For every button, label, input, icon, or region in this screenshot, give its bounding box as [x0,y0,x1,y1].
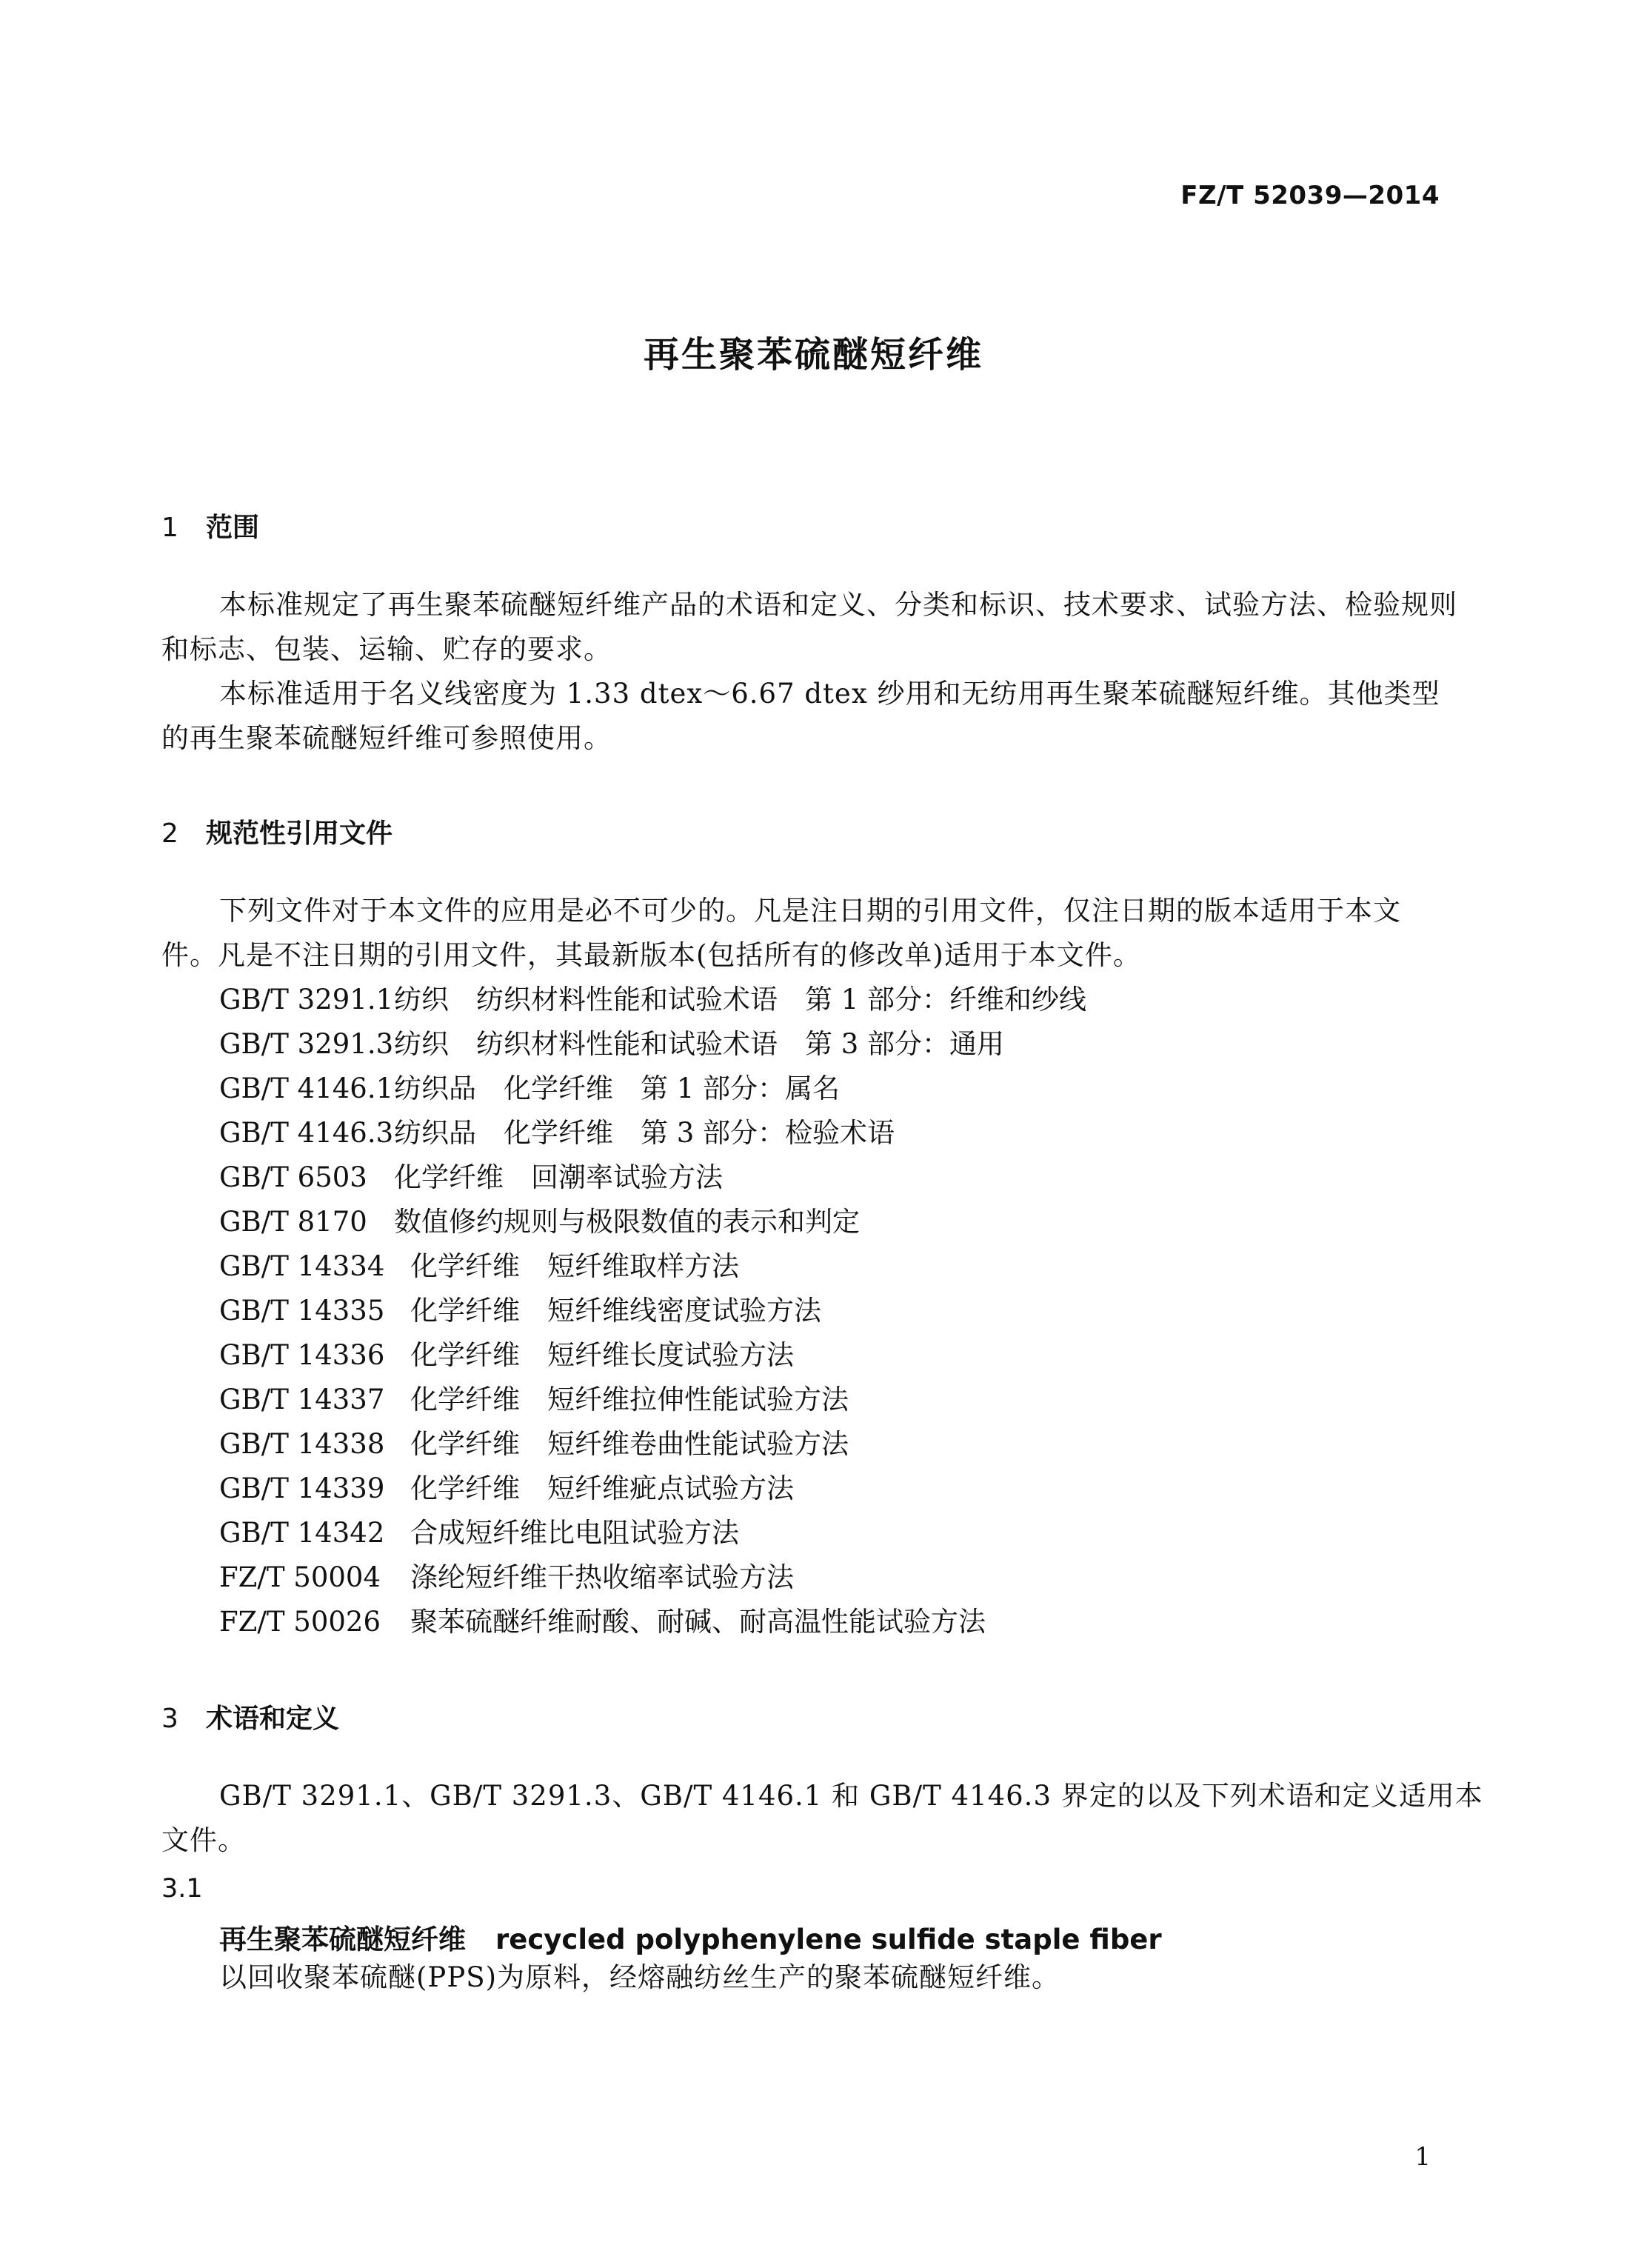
reference-title: 化学纤维 短纤维疵点试验方法 [410,1472,794,1504]
paragraph-line: 本标准适用于名义线密度为 1.33 dtex～6.67 dtex 纱用和无纺用再生聚苯硫醚短纤维。其他类型 [219,678,1440,710]
section-title: 规范性引用文件 [206,818,393,849]
term-number: 3.1 [161,1874,203,1904]
reference-item [219,1111,895,1155]
reference-item [219,1155,723,1200]
reference-code: GB/T 4146.1 [219,1073,394,1104]
reference-code: GB/T 14342 [219,1517,385,1549]
reference-item [219,1600,986,1644]
reference-title: 化学纤维 短纤维拉伸性能试验方法 [410,1384,849,1415]
document-number: FZ/T 52039—2014 [1180,181,1440,210]
paragraph-line: 文件。 [161,1824,246,1856]
reference-item [219,1555,794,1600]
reference-item [219,1467,794,1511]
paragraph-line: 件。凡是不注日期的引用文件，其最新版本(包括所有的修改单)适用于本文件。 [161,939,1141,971]
reference-item [219,1022,1004,1067]
reference-item [219,1511,739,1555]
reference-title: 纺织品 化学纤维 第 3 部分：检验术语 [394,1117,895,1149]
reference-code: GB/T 14336 [219,1339,385,1371]
reference-code: GB/T 14337 [219,1384,385,1415]
reference-code: GB/T 14338 [219,1428,385,1460]
reference-code: GB/T 3291.1 [219,984,394,1015]
reference-code: GB/T 4146.3 [219,1117,394,1149]
reference-title: 纺织品 化学纤维 第 1 部分：属名 [394,1073,841,1104]
reference-item [219,1067,840,1111]
term-name-zh: 再生聚苯硫醚短纤维 [219,1924,466,1955]
section-number: 1 [161,513,178,543]
reference-item [219,1422,849,1467]
reference-code: GB/T 8170 [219,1206,367,1238]
section-heading-normative-references [161,813,392,850]
reference-title: 化学纤维 短纤维线密度试验方法 [410,1295,821,1327]
reference-title: 合成短纤维比电阻试验方法 [410,1517,739,1549]
reference-item [219,1244,739,1289]
paragraph-line: 的再生聚苯硫醚短纤维可参照使用。 [161,722,612,754]
section-title: 术语和定义 [206,1704,340,1734]
reference-code: GB/T 14334 [219,1250,385,1282]
reference-title: 化学纤维 短纤维长度试验方法 [410,1339,794,1371]
section-number: 2 [161,818,178,849]
reference-code: GB/T 14335 [219,1295,385,1327]
section-number: 3 [161,1704,178,1734]
reference-item [219,1289,821,1333]
paragraph-line: 下列文件对于本文件的应用是必不可少的。凡是注日期的引用文件，仅注日期的版本适用于本文 [219,895,1401,927]
reference-item [219,1378,849,1422]
page-title: 再生聚苯硫醚短纤维 [643,334,983,376]
reference-item [219,978,1086,1022]
reference-title: 化学纤维 短纤维卷曲性能试验方法 [410,1428,849,1460]
reference-code: GB/T 3291.3 [219,1028,394,1060]
reference-title: 化学纤维 回潮率试验方法 [394,1161,723,1193]
term-name [219,1917,1162,1957]
paragraph-line: 和标志、包装、运输、贮存的要求。 [161,633,612,665]
reference-code: GB/T 14339 [219,1472,385,1504]
reference-title: 聚苯硫醚纤维耐酸、耐碱、耐高温性能试验方法 [410,1606,986,1638]
reference-title: 涤纶短纤维干热收缩率试验方法 [410,1561,794,1593]
reference-title: 化学纤维 短纤维取样方法 [410,1250,739,1282]
page-number: 1 [1414,2142,1431,2172]
term-definition: 以回收聚苯硫醚(PPS)为原料，经熔融纺丝生产的聚苯硫醚短纤维。 [219,1961,1060,1993]
reference-item [219,1333,794,1378]
reference-title: 纺织 纺织材料性能和试验术语 第 3 部分：通用 [394,1028,1005,1060]
term-name-en: recycled polyphenylene sulfide staple fiber [495,1924,1162,1955]
reference-title: 纺织 纺织材料性能和试验术语 第 1 部分：纤维和纱线 [394,984,1087,1015]
reference-code: FZ/T 50004 [219,1561,381,1593]
reference-item [219,1200,860,1244]
section-heading-scope [161,507,259,544]
paragraph-line: GB/T 3291.1、GB/T 3291.3、GB/T 4146.1 和 GB/T 4146.3 界定的以及下列术语和定义适用本 [219,1780,1483,1812]
reference-title: 数值修约规则与极限数值的表示和判定 [394,1206,860,1238]
paragraph-line: 本标准规定了再生聚苯硫醚短纤维产品的术语和定义、分类和标识、技术要求、试验方法、检验规则 [219,589,1457,621]
section-heading-terms-and-definitions [161,1698,339,1735]
reference-code: FZ/T 50026 [219,1606,381,1638]
section-title: 范围 [206,513,260,543]
reference-code: GB/T 6503 [219,1161,367,1193]
